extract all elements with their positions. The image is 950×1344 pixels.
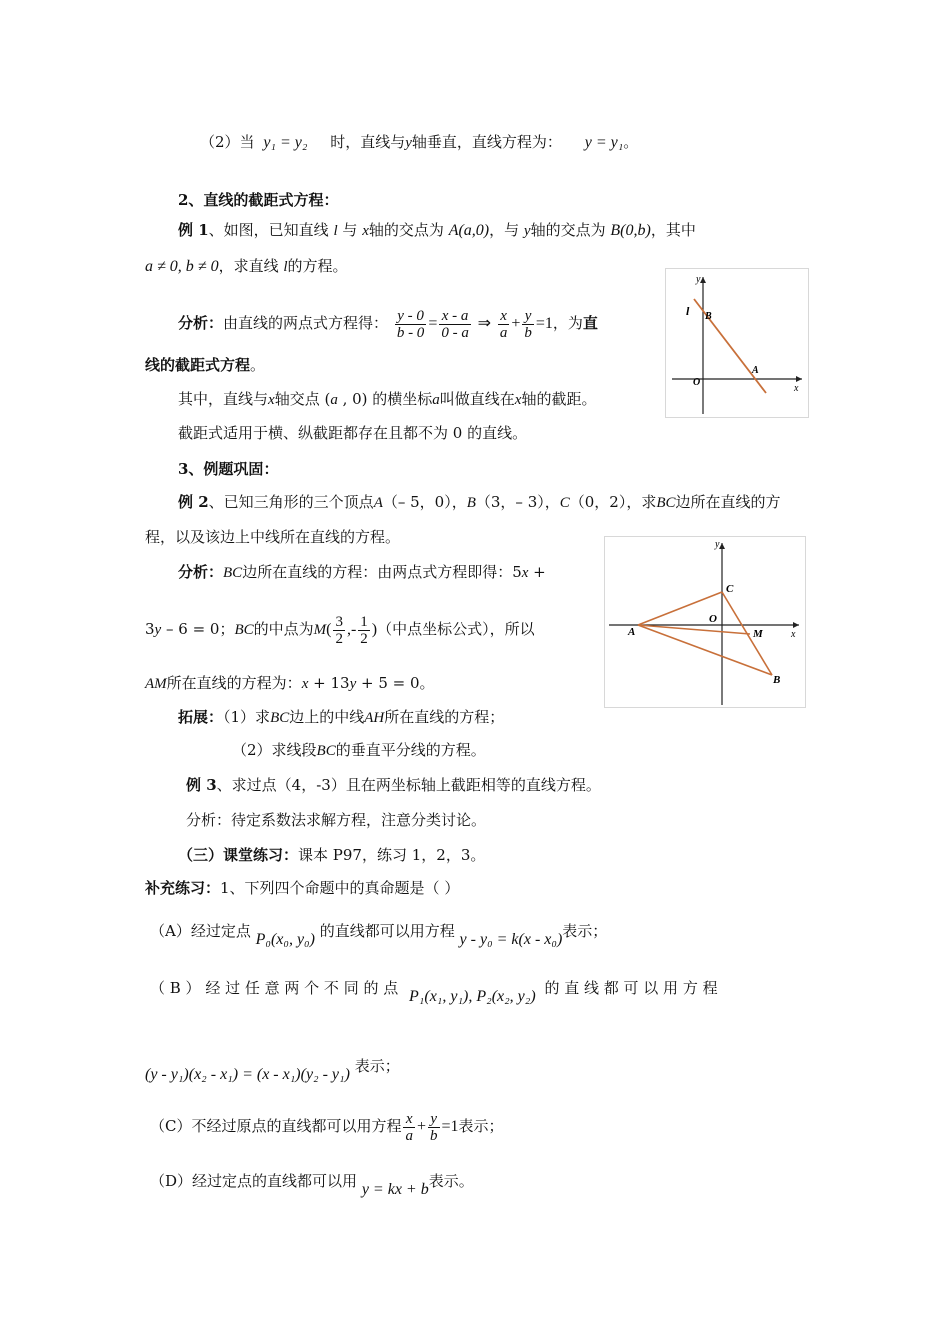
side-AB <box>638 625 772 675</box>
option-b: （ B ） 经 过 任 意 两 个 不 同 的 点 P₁(x₁, y₁), P₂(x₂, y₂) 的 直 线 都 可 以 用 方 程 <box>150 979 718 1005</box>
fraction-2: $\frac{x - a}{0 - a}$ <box>441 307 469 341</box>
extension-2: （2）求线段BC的垂直平分线的方程。 <box>232 741 486 759</box>
label-l: l <box>686 304 690 318</box>
figure-1-svg <box>666 269 808 417</box>
example-2: 例 2、已知三角形的三个顶点A（– 5，0），B（3，– 3），C（0，2），求BC边所在直线的方 <box>178 493 781 511</box>
x-arrow <box>796 376 802 382</box>
line-case-2: （2）当 y₁ = y₂ 时，直线与y轴垂直，直线方程为： y = y₁。 <box>200 133 639 151</box>
analysis-2-line2: 3y – 6 = 0；BC的中点为M( $\frac{3}{2}$ ,- $\frac{1}{2}$ )（中点坐标公式），所以 <box>145 613 535 647</box>
fraction-1: $\frac{y - 0}{b - 0}$ <box>396 307 425 341</box>
fraction-x-a: $\frac{x}{a}$ <box>405 1110 413 1144</box>
median-AM <box>638 625 750 634</box>
label-x: x <box>791 629 796 640</box>
label-C: C <box>726 583 734 595</box>
cond-y1-eq-y2: y₁ = y₂ <box>263 134 308 151</box>
label-O: O <box>709 613 717 625</box>
fraction-3: $\frac{x}{a}$ <box>499 307 508 341</box>
triangle <box>638 592 772 675</box>
example-1-cont: a ≠ 0, b ≠ 0，求直线 l的方程。 <box>145 257 348 275</box>
y-arrow <box>700 277 706 283</box>
analysis-1: 分析：由直线的两点式方程得： $\frac{y - 0}{b - 0}$ = $\frac{x - a}{0 - a}$ ⇒ $\frac{x}{a}$ + $\frac{y}{b}$ =1，为直 <box>178 307 598 341</box>
supplementary: 补充练习：1、下列四个命题中的真命题是（ ） <box>145 879 460 897</box>
example-2-cont: 程，以及该边上中线所在直线的方程。 <box>145 528 401 546</box>
y-arrow <box>719 543 725 549</box>
option-b-eq: (y - y₁)(x₂ - x₁) = (x - x₁)(y₂ - y₁) 表示； <box>145 1057 400 1083</box>
eq-y-eq-y1: y = y₁ <box>584 134 624 151</box>
section-2-title: 2、直线的截距式方程： <box>178 191 339 209</box>
section-3-title: 3、例题巩固： <box>178 460 279 478</box>
label-y: y <box>715 539 720 550</box>
figure-2 <box>604 536 806 708</box>
figure-2-svg <box>605 537 805 707</box>
label-y: y <box>696 274 701 285</box>
label-M: M <box>753 628 763 640</box>
analysis-3: 分析：待定系数法求解方程，注意分类讨论。 <box>186 811 487 829</box>
classwork: （三）课堂练习：课本 P97，练习 1，2，3。 <box>178 846 486 864</box>
option-c: （C）不经过原点的直线都可以用方程 $\frac{x}{a}$ + $\frac{y}{b}$ =1表示； <box>150 1110 504 1144</box>
figure-1 <box>665 268 809 418</box>
extension-1: 拓展：（1）求BC边上的中线AH所在直线的方程； <box>178 708 505 726</box>
x-arrow <box>793 622 799 628</box>
option-d: （D）经过定点的直线都可以用 y = kx + b表示。 <box>150 1172 474 1198</box>
fraction-1-2: $\frac{1}{2}$ <box>360 613 368 647</box>
intercept-note: 截距式适用于横、纵截距都存在且都不为 0 的直线。 <box>178 424 528 442</box>
label-A: A <box>628 626 636 638</box>
label-B: B <box>773 674 781 686</box>
option-a: （A）经过定点 P₀(x₀, y₀) 的直线都可以用方程 y - y₀ = k(x - x₀)表示； <box>150 922 608 948</box>
label-A: A <box>752 365 759 376</box>
intercept-definition: 其中，直线与x轴交点 (a , 0) 的横坐标a叫做直线在x轴的截距。 <box>178 390 597 408</box>
label-B: B <box>705 311 712 322</box>
label-x: x <box>794 383 799 394</box>
analysis-2: 分析：BC边所在直线的方程：由两点式方程即得：5x + <box>178 563 546 581</box>
label-O: O <box>693 377 701 388</box>
example-3: 例 3、求过点（4，-3）且在两坐标轴上截距相等的直线方程。 <box>186 776 601 794</box>
fraction-4: $\frac{y}{b}$ <box>524 307 532 341</box>
analysis-1-cont: 线的截距式方程。 <box>145 356 266 374</box>
example-1: 例 1、如图，已知直线 l 与 x轴的交点为 A(a,0)，与 y轴的交点为 B(0,b)，其中 <box>178 221 696 239</box>
fraction-y-b: $\frac{y}{b}$ <box>430 1110 438 1144</box>
fraction-3-2: $\frac{3}{2}$ <box>335 613 343 647</box>
analysis-2-line3: AM所在直线的方程为：x + 13y + 5 = 0。 <box>145 674 435 692</box>
